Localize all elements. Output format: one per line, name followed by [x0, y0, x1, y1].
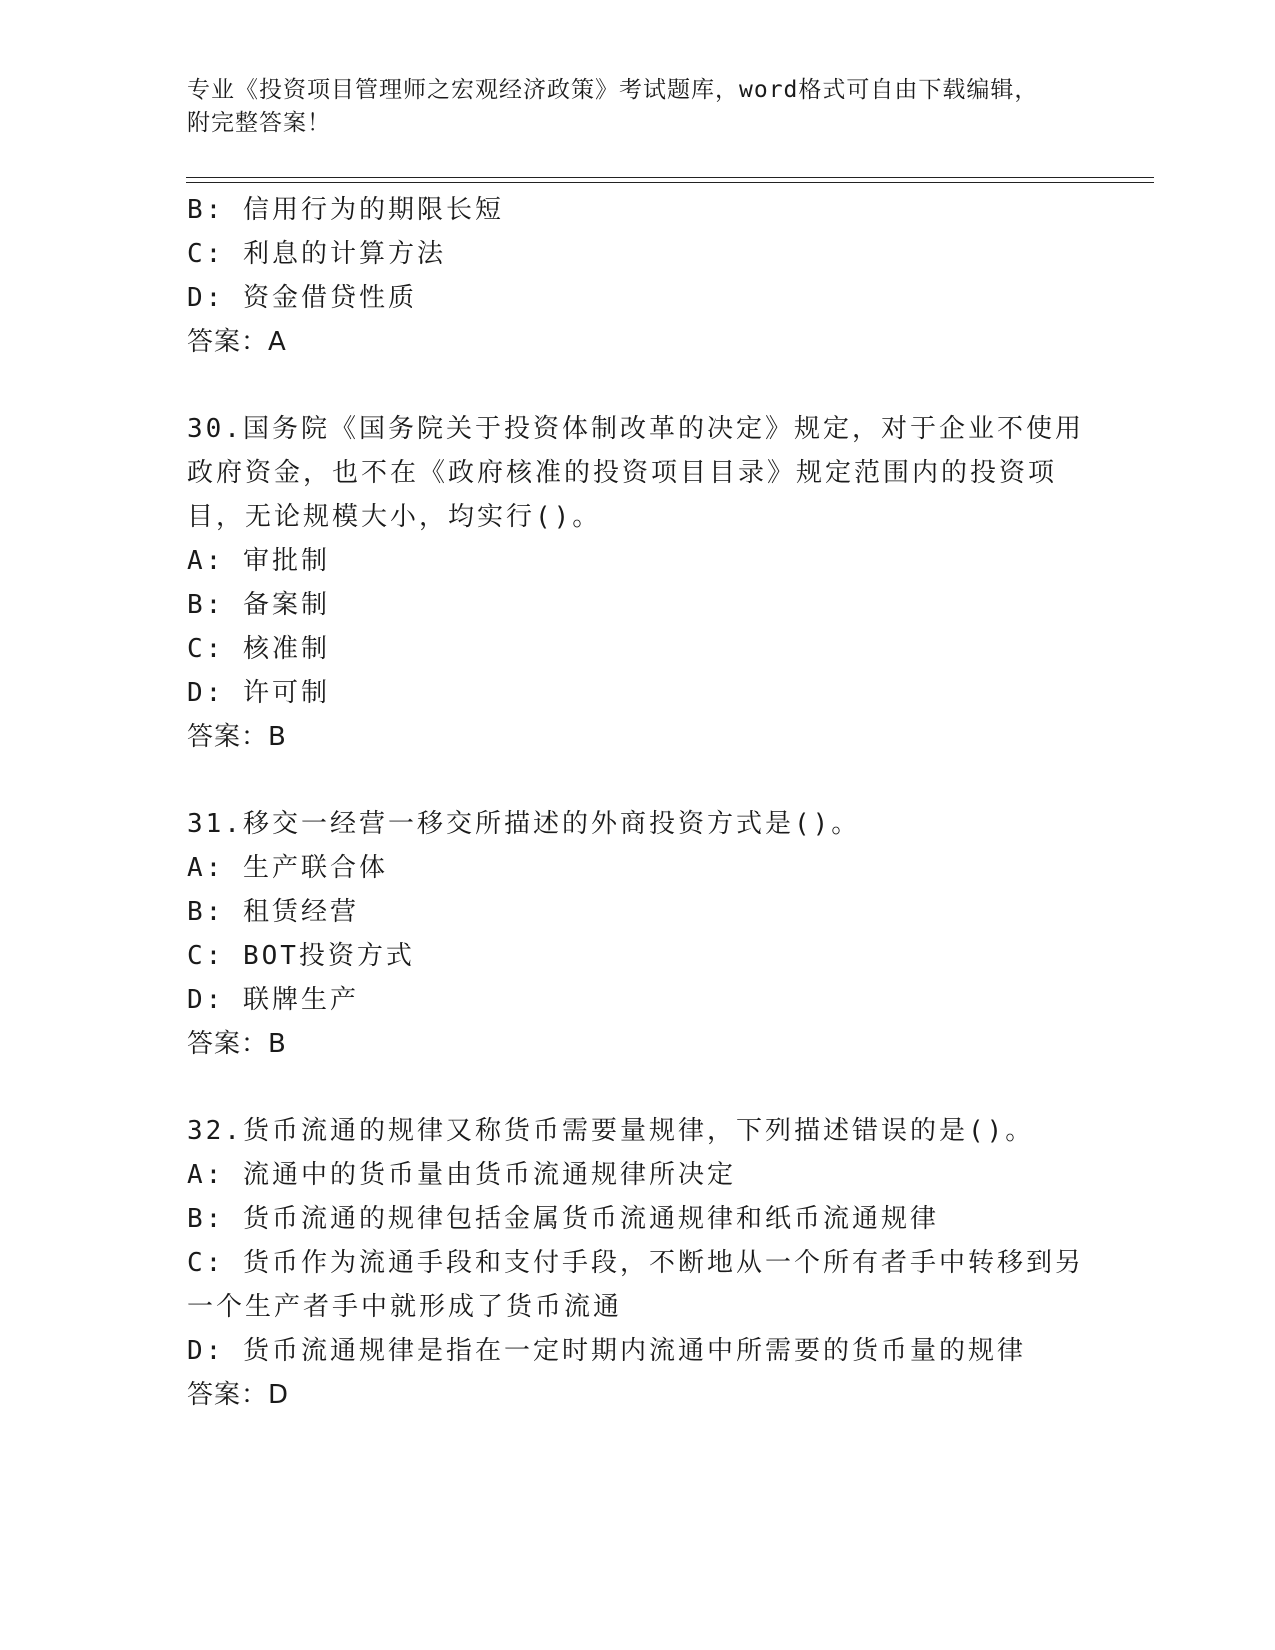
q30-stem-line-3: 目，无论规模大小，均实行()。: [187, 502, 602, 532]
q29-option-b: B: 信用行为的期限长短: [187, 195, 504, 225]
q32-option-d: D: 货币流通规律是指在一定时期内流通中所需要的货币量的规律: [187, 1336, 1026, 1366]
document-header: [187, 74, 1087, 140]
q29-option-c: C: 利息的计算方法: [187, 239, 446, 269]
q31-answer: 答案：B: [187, 1029, 287, 1059]
q31-option-a: A: 生产联合体: [187, 853, 388, 883]
q30-option-b: B: 备案制: [187, 590, 330, 620]
q30-option-c: C: 核准制: [187, 634, 330, 664]
header-divider-top: [186, 177, 1154, 178]
q32-option-a: A: 流通中的货币量由货币流通规律所决定: [187, 1160, 736, 1190]
q31-option-b: B: 租赁经营: [187, 897, 359, 927]
header-divider-bottom: [186, 182, 1154, 183]
q32-answer: 答案：D: [187, 1380, 290, 1410]
header-line-1: 专业《投资项目管理师之宏观经济政策》考试题库，word格式可自由下载编辑，: [187, 77, 1039, 103]
q32-option-c-line-1: C: 货币作为流通手段和支付手段，不断地从一个所有者手中转移到另: [187, 1248, 1084, 1278]
q31-stem-line-1: 31.移交一经营一移交所描述的外商投资方式是()。: [187, 809, 861, 839]
q30-option-a: A: 审批制: [187, 546, 330, 576]
q29-answer: 答案：A: [187, 327, 287, 357]
q31-option-c: C: BOT投资方式: [187, 941, 415, 971]
q29-option-d: D: 资金借贷性质: [187, 283, 417, 313]
q32-option-c-line-2: 一个生产者手中就形成了货币流通: [187, 1292, 623, 1322]
q32-option-b: B: 货币流通的规律包括金属货币流通规律和纸币流通规律: [187, 1204, 939, 1234]
q30-option-d: D: 许可制: [187, 678, 330, 708]
q31-option-d: D: 联牌生产: [187, 985, 359, 1015]
q30-stem-line-1: 30.国务院《国务院关于投资体制改革的决定》规定，对于企业不使用: [187, 414, 1084, 444]
q30-answer: 答案：B: [187, 722, 287, 752]
header-line-2: 附完整答案！: [187, 110, 331, 136]
q32-stem-line-1: 32.货币流通的规律又称货币需要量规律，下列描述错误的是()。: [187, 1116, 1035, 1146]
q30-stem-line-2: 政府资金，也不在《政府核准的投资项目目录》规定范围内的投资项: [187, 458, 1058, 488]
